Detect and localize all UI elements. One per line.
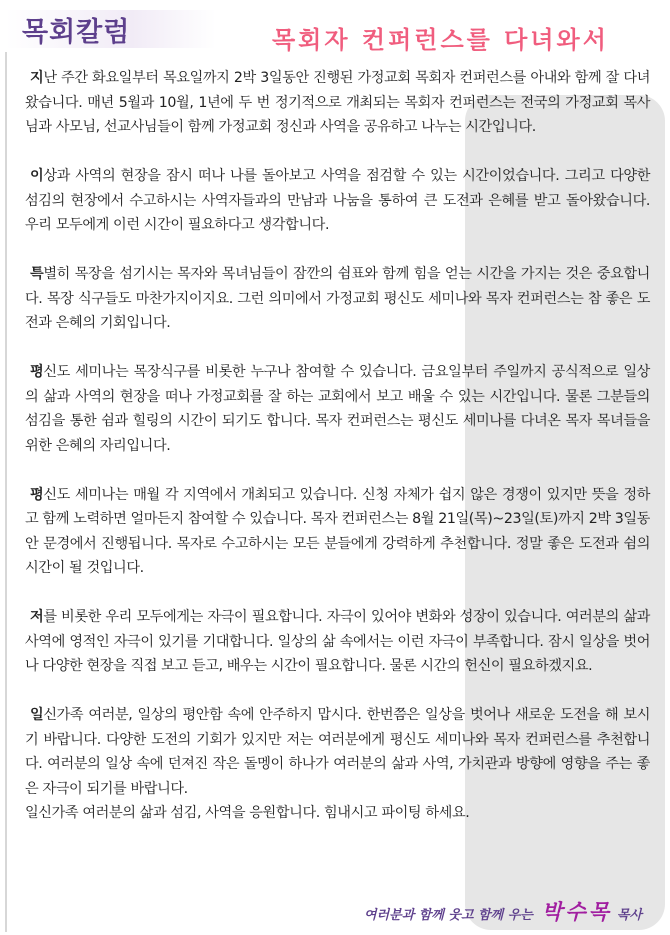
column-label: 목회칼럼	[22, 17, 131, 48]
paragraph-1	[25, 66, 650, 140]
paragraph-text: 별히 목장을 섬기시는 목자와 목녀님들이 잠깐의 쉼표와 함께 힘을 얻는 시간을 가지는 것은 중요합니다. 목장 식구들도 마찬가지이지요. 그런 의미에서 가정교회 평신도 세미나와 목자 컨퍼런스는 참 좋은 도전과 은혜의 기회입니다.	[25, 266, 650, 331]
paragraph-7	[25, 703, 650, 801]
left-margin-rule	[5, 52, 7, 932]
paragraph-text: 상과 사역의 현장을 잠시 떠나 나를 돌아보고 사역을 점검할 수 있는 시간이었습니다. 그리고 다양한 섬김의 현장에서 수고하시는 사역자들과의 만남과 나눔을 통하여 큰 도전과 은혜를 받고 돌아왔습니다. 우리 모두에게 이런 시간이 필요하다고 생각합니다.	[25, 168, 650, 233]
paragraph-2	[25, 164, 650, 238]
paragraph-text: 신도 세미나는 목장식구를 비롯한 누구나 참여할 수 있습니다. 금요일부터 주일까지 공식적으로 일상의 삶과 사역의 현장을 떠나 가정교회를 잘 하는 교회에서 보고 배울 수 있는 시간입니다. 물론 그분들의 섬김을 통한 쉼과 힐링의 시간이 되기도 합니다. 목자 컨퍼런스는 평신도 세미나를 다녀온 목자 목녀들을 위한 은혜의 자리입니다.	[25, 364, 650, 454]
page-header	[0, 0, 670, 64]
lead-character: 지	[30, 70, 44, 86]
article-headline: 목회자 컨퍼런스를 다녀와서	[272, 26, 609, 54]
paragraph-text: 신도 세미나는 매월 각 지역에서 개최되고 있습니다. 신청 자체가 쉽지 않은 경쟁이 있지만 뜻을 정하고 함께 노력하면 얼마든지 참여할 수 있습니다. 목자 컨퍼런스는 8월 21일(목)~23일(토)까지 2박 3일동안 문경에서 진행됩니다. 목자로 수고하시는 모든 분들에게 강력하게 추천합니다. 정말 좋은 도전과 쉼의 시간이 될 것입니다.	[25, 486, 650, 576]
paragraph-text: 난 주간 화요일부터 목요일까지 2박 3일동안 진행된 가정교회 목회자 컨퍼런스를 아내와 함께 잘 다녀왔습니다. 매년 5월과 10월, 1년에 두 번 정기적으로 개최되는 목회자 컨퍼런스는 전국의 가정교회 목사님과 사모님, 선교사님들이 함께 가정교회 정신과 사역을 공유하고 나누는 시간입니다.	[25, 70, 650, 135]
closing-line: 일신가족 여러분의 삶과 섬김, 사역을 응원합니다. 힘내시고 파이팅 하세요.	[25, 805, 470, 821]
author-name: 박수목	[541, 900, 612, 924]
lead-character: 특	[30, 266, 44, 282]
paragraph-text: 신가족 여러분, 일상의 평안함 속에 안주하지 맙시다. 한번쯤은 일상을 벗어나 새로운 도전을 해 보시기 바랍니다. 다양한 도전의 기회가 있지만 저는 여러분에게 평신도 세미나와 목자 컨퍼런스를 추천합니다. 여러분의 일상 속에 던져진 작은 돌멩이 하나가 여러분의 삶과 사역, 가치관과 방향에 영향을 주는 좋은 자극이 되기를 바랍니다.	[25, 707, 650, 797]
lead-character: 이	[30, 168, 44, 184]
lead-character: 일	[30, 707, 44, 723]
article-body	[25, 66, 650, 826]
signature-slogan: 여러분과 함께 웃고 함께 우는	[364, 908, 533, 923]
author-signature	[364, 896, 642, 926]
paragraph-4	[25, 360, 650, 458]
paragraph-6	[25, 605, 650, 679]
paragraph-5	[25, 483, 650, 581]
lead-character: 평	[30, 486, 44, 503]
author-title: 목사	[616, 908, 642, 923]
paragraph-text: 를 비롯한 우리 모두에게는 자극이 필요합니다. 자극이 있어야 변화와 성장이 있습니다. 여러분의 삶과 사역에 영적인 자극이 있기를 기대합니다. 일상의 삶 속에서는 이런 자극이 부족합니다. 잠시 일상을 벗어나 다양한 현장을 직접 보고 듣고, 배우는 시간이 필요합니다. 물론 시간의 헌신이 필요하겠지요.	[25, 609, 650, 674]
paragraph-3	[25, 262, 650, 336]
lead-character: 평	[30, 364, 44, 380]
lead-character: 저	[30, 609, 44, 625]
